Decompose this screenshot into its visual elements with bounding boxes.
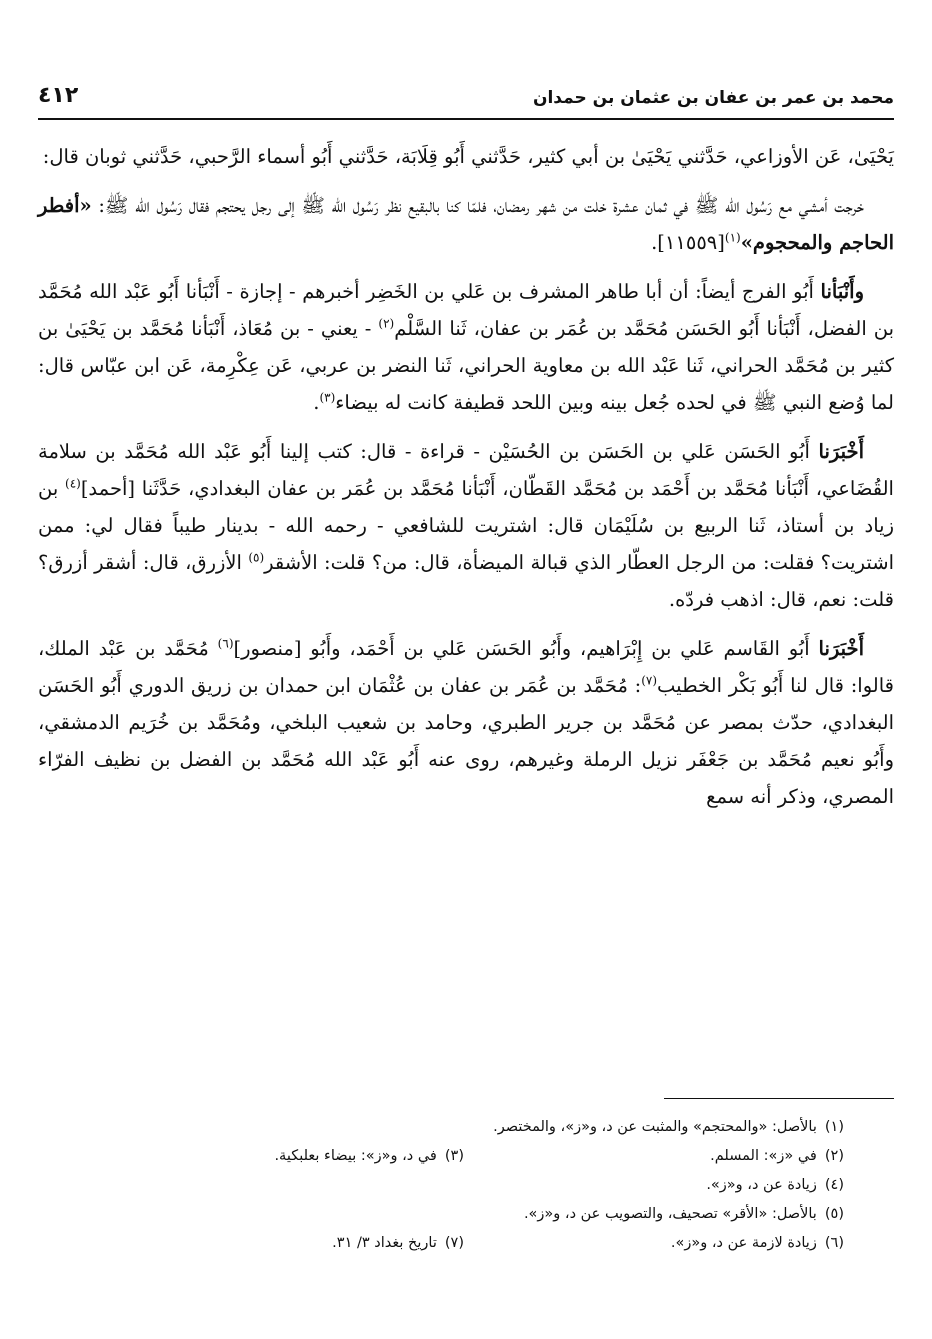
- hadith-number: [١١٥٥٩].: [651, 231, 725, 254]
- footnote-row: [38, 1141, 844, 1170]
- footnotes: [38, 1112, 844, 1257]
- paragraph: [38, 187, 894, 261]
- isnad-lead: وأَنْبَأنا: [820, 280, 864, 303]
- footnote-ref[interactable]: (٥): [248, 550, 265, 565]
- footnote-number: (٧): [444, 1234, 464, 1251]
- footnote-ref[interactable]: (٦): [217, 636, 234, 651]
- footnote-ref[interactable]: (٢): [378, 316, 395, 331]
- page-number: ٤١٢: [38, 83, 79, 108]
- footnote-number: (١): [824, 1118, 844, 1135]
- footnote-row: [38, 1112, 844, 1141]
- paragraph-text: أَبُو القَاسم عَلي بن إِبْرَاهيم، وأَبُو الحَسَن عَلي بن أَحْمَد، وأَبُو [منصور]: [233, 637, 810, 660]
- footnote-row: [38, 1228, 844, 1257]
- paragraph-text: مُحَمَّد بن عَبْد الملك، قالوا: قال لنا أَبُو بَكْر الخطيب: [38, 637, 894, 697]
- footnote: [84, 1148, 464, 1164]
- footnote-text: زيادة لازمة عن د، و«ز».: [670, 1234, 817, 1251]
- paragraph-text: أَبُو الحَسَن عَلي بن الحَسَن بن الحُسَيْن - قراءة - قال: كتب إلينا أَبُو عَبْد الله مُحَمَّد بن سلامة القُضَاعي، أَنْبَأنا مُحَمَّد بن أَحْمَد بن مُحَمَّد القَطّان، أَنْبَأنا مُحَمَّد بن عُمَر بن عفان البغدادي، حَدَّثَنا [أحمد]: [38, 440, 894, 500]
- isnad-lead: أَخْبَرَنا: [818, 637, 864, 660]
- paragraph-text: يَحْيَىٰ، عَن الأوزاعي، حَدَّثني يَحْيَىٰ بن أبي كثير، حَدَّثني أَبُو قِلَابَة، حَدَّثني أَبُو أسماء الرَّحبي، حَدَّثني ثوبان قال:: [42, 145, 894, 168]
- hadith-quote: «أفطر الحاجم والمحجوم»: [38, 194, 894, 254]
- paragraph-text: .: [313, 391, 320, 414]
- footnote-number: (٤): [824, 1176, 844, 1193]
- footnote-number: (٥): [824, 1205, 844, 1222]
- paragraph-text: أَبُو الفرج أيضاً: أن أبا طاهر المشرف بن عَلي بن الخَضِر أخبرهم - إجازة - أَنْبَأنا أَبُو عَبْد الله مُحَمَّد بن الفضل، أَنْبَأنا أَبُو الحَسَن مُحَمَّد بن عُمَر بن عفان، ثَنا السَّلْم: [38, 280, 895, 340]
- footnote-number: (٦): [824, 1234, 844, 1251]
- footnote-row: [38, 1170, 844, 1199]
- paragraph-text: - يعني - بن مُعَاذ، أَنْبَأنا مُحَمَّد بن يَحْيَىٰ بن كثير بن مُحَمَّد الحراني، ثَنا عَبْد الله بن معاوية الحراني، ثَنا النضر بن عربي، عَن عِكْرِمة، عَن ابن عبّاس قال: لما وُضع النبي ﷺ في لحده جُعل بينه وبين اللحد قطيفة كانت له بيضاء: [38, 317, 894, 414]
- footnote: [493, 1119, 844, 1135]
- main-text: [38, 138, 894, 827]
- footnote-ref[interactable]: (١): [724, 230, 741, 245]
- footnote: [524, 1206, 844, 1222]
- footnote-text: بالأصل: «والمحتجم» والمثبت عن د، و«ز»، والمختصر.: [493, 1118, 817, 1135]
- footnote-ref[interactable]: (٣): [319, 390, 336, 405]
- page-header: [38, 78, 894, 108]
- footnote-number: (٢): [824, 1147, 844, 1164]
- footnote-text: في د، و«ز»: بيضاء بعلبكية.: [274, 1147, 437, 1164]
- footnote-text: في «ز»: المسلم.: [710, 1147, 817, 1164]
- footnote-row: [38, 1199, 844, 1228]
- footnote: [464, 1235, 844, 1251]
- footnote-ref[interactable]: (٤): [65, 476, 81, 491]
- header-rule: [38, 118, 894, 120]
- paragraph-text: بن زياد بن أستاذ، ثَنا الربيع بن سُلَيْمَان قال: اشتريت للشافعي - رحمه الله - بدينار طيباً فقال لي: ممن اشتريت؟ فقلت: من الرجل العطّار الذي قبالة الميضأة، قال: من؟ قلت: الأشقر: [38, 477, 894, 574]
- footnote-number: (٣): [444, 1147, 464, 1164]
- footnote-text: تاريخ بغداد ٣/ ٣١.: [332, 1234, 437, 1251]
- paragraph: [38, 630, 894, 815]
- paragraph: [38, 138, 894, 175]
- footnote: [84, 1235, 464, 1251]
- footnote-text: بالأصل: «الأقر» تصحيف، والتصويب عن د، و«ز».: [523, 1205, 817, 1222]
- running-title: محمد بن عمر بن عفان بن عثمان بن حمدان: [532, 88, 894, 108]
- paragraph: [38, 433, 894, 618]
- paragraph: [38, 273, 894, 421]
- paragraph-text: الأزرق، قال: أشقر أزرق؟ قلت: نعم، قال: اذهب فردّه.: [38, 551, 894, 611]
- footnote: [706, 1177, 844, 1193]
- footnote-ref[interactable]: (٧): [641, 673, 658, 688]
- paragraph-text: خرجت أمشي مع رَسُول الله ﷺ في ثمان عشرة خلت من شهر رمضان، فلمّا كنا بالبقيع نظر رَسُول الله ﷺ إلى رجل يحتجم فقال رَسُول الله ﷺ:: [98, 194, 865, 217]
- footnote-text: زيادة عن د، و«ز».: [706, 1176, 817, 1193]
- isnad-lead: أَخْبَرَنا: [818, 440, 864, 463]
- paragraph-text: : مُحَمَّد بن عُمَر بن عفان بن عُثْمَان ابن حمدان بن زريق الدوري أَبُو الحَسَن البغدادي، حدّث بمصر عن مُحَمَّد بن جرير الطبري، وحامد بن شعيب البلخي، ومُحَمَّد بن خُرَيم الدمشقي، وأَبُو نعيم مُحَمَّد بن جَعْفَر نزيل الرملة وغيرهم، روى عنه أَبُو عَبْد الله مُحَمَّد بن الفضل بن نظيف الفرّاء المصري، وذكر أنه سمع: [38, 674, 894, 808]
- footnote-rule: [664, 1098, 894, 1099]
- footnote: [464, 1148, 844, 1164]
